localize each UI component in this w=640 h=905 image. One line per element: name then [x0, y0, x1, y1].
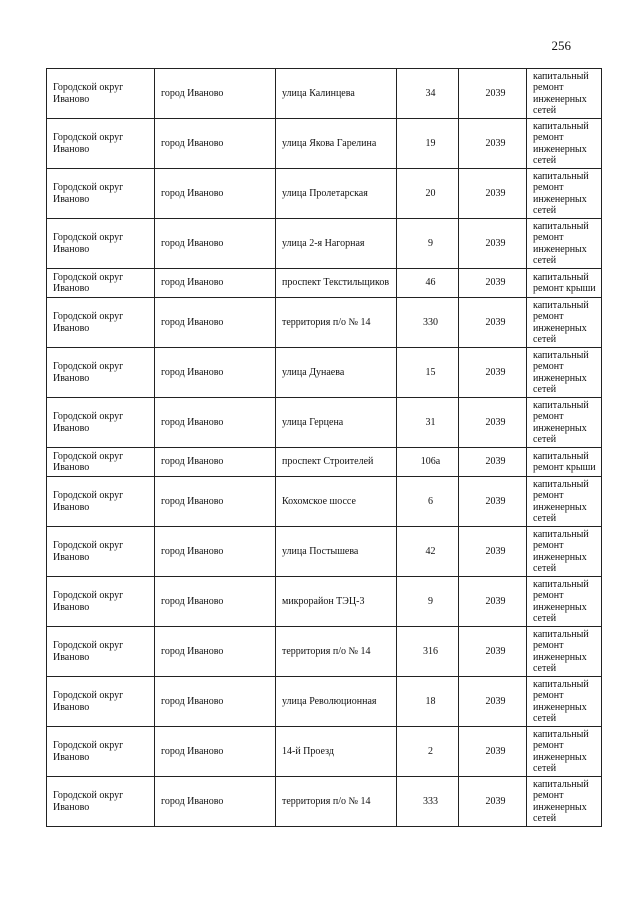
cell-street: улица Постышева [276, 527, 397, 577]
cell-house-number: 34 [397, 69, 459, 119]
cell-year: 2039 [459, 348, 527, 398]
cell-year: 2039 [459, 298, 527, 348]
cell-district: Городской округ Иваново [47, 527, 155, 577]
table-row [47, 677, 602, 727]
cell-work-type: капитальный ремонт инженерных сетей [527, 69, 602, 119]
table-row [47, 448, 602, 477]
cell-work-type: капитальный ремонт инженерных сетей [527, 677, 602, 727]
cell-year: 2039 [459, 398, 527, 448]
cell-district: Городской округ Иваново [47, 298, 155, 348]
cell-locality: город Иваново [155, 627, 276, 677]
cell-house-number: 330 [397, 298, 459, 348]
table-body [47, 69, 602, 827]
cell-district: Городской округ Иваново [47, 727, 155, 777]
table-row [47, 477, 602, 527]
cell-district: Городской округ Иваново [47, 677, 155, 727]
cell-year: 2039 [459, 219, 527, 269]
cell-street: улица Калинцева [276, 69, 397, 119]
repair-schedule-table [46, 68, 602, 827]
cell-house-number: 46 [397, 269, 459, 298]
cell-year: 2039 [459, 527, 527, 577]
cell-house-number: 18 [397, 677, 459, 727]
cell-house-number: 333 [397, 777, 459, 827]
cell-street: территория п/о № 14 [276, 777, 397, 827]
cell-locality: город Иваново [155, 577, 276, 627]
table-row [47, 348, 602, 398]
cell-district: Городской округ Иваново [47, 777, 155, 827]
cell-house-number: 2 [397, 727, 459, 777]
cell-year: 2039 [459, 69, 527, 119]
cell-work-type: капитальный ремонт крыши [527, 448, 602, 477]
cell-district: Городской округ Иваново [47, 627, 155, 677]
cell-year: 2039 [459, 269, 527, 298]
cell-house-number: 106а [397, 448, 459, 477]
cell-year: 2039 [459, 477, 527, 527]
cell-work-type: капитальный ремонт инженерных сетей [527, 577, 602, 627]
cell-house-number: 42 [397, 527, 459, 577]
cell-locality: город Иваново [155, 119, 276, 169]
cell-street: микрорайон ТЭЦ-3 [276, 577, 397, 627]
cell-work-type: капитальный ремонт крыши [527, 269, 602, 298]
cell-work-type: капитальный ремонт инженерных сетей [527, 219, 602, 269]
cell-street: проспект Текстильщиков [276, 269, 397, 298]
cell-work-type: капитальный ремонт инженерных сетей [527, 527, 602, 577]
table-row [47, 577, 602, 627]
table-row [47, 69, 602, 119]
table-row [47, 219, 602, 269]
cell-year: 2039 [459, 727, 527, 777]
cell-district: Городской округ Иваново [47, 119, 155, 169]
cell-district: Городской округ Иваново [47, 69, 155, 119]
cell-locality: город Иваново [155, 69, 276, 119]
table-row [47, 169, 602, 219]
cell-year: 2039 [459, 777, 527, 827]
cell-district: Городской округ Иваново [47, 448, 155, 477]
cell-district: Городской округ Иваново [47, 577, 155, 627]
table-row [47, 298, 602, 348]
table-row [47, 119, 602, 169]
cell-work-type: капитальный ремонт инженерных сетей [527, 169, 602, 219]
cell-work-type: капитальный ремонт инженерных сетей [527, 348, 602, 398]
cell-street: 14-й Проезд [276, 727, 397, 777]
cell-locality: город Иваново [155, 219, 276, 269]
cell-street: улица Якова Гарелина [276, 119, 397, 169]
cell-locality: город Иваново [155, 727, 276, 777]
table-row [47, 727, 602, 777]
cell-street: улица Дунаева [276, 348, 397, 398]
cell-work-type: капитальный ремонт инженерных сетей [527, 777, 602, 827]
cell-work-type: капитальный ремонт инженерных сетей [527, 627, 602, 677]
cell-locality: город Иваново [155, 677, 276, 727]
cell-district: Городской округ Иваново [47, 219, 155, 269]
cell-locality: город Иваново [155, 298, 276, 348]
cell-work-type: капитальный ремонт инженерных сетей [527, 398, 602, 448]
cell-year: 2039 [459, 677, 527, 727]
cell-locality: город Иваново [155, 398, 276, 448]
cell-work-type: капитальный ремонт инженерных сетей [527, 477, 602, 527]
cell-work-type: капитальный ремонт инженерных сетей [527, 298, 602, 348]
cell-house-number: 316 [397, 627, 459, 677]
cell-street: проспект Строителей [276, 448, 397, 477]
cell-locality: город Иваново [155, 448, 276, 477]
page-number: 256 [551, 38, 571, 53]
table-row [47, 398, 602, 448]
cell-locality: город Иваново [155, 269, 276, 298]
cell-house-number: 20 [397, 169, 459, 219]
cell-year: 2039 [459, 627, 527, 677]
cell-locality: город Иваново [155, 777, 276, 827]
cell-house-number: 9 [397, 577, 459, 627]
cell-street: улица Герцена [276, 398, 397, 448]
cell-district: Городской округ Иваново [47, 269, 155, 298]
cell-locality: город Иваново [155, 477, 276, 527]
cell-street: улица Пролетарская [276, 169, 397, 219]
cell-street: улица Революционная [276, 677, 397, 727]
cell-year: 2039 [459, 448, 527, 477]
cell-work-type: капитальный ремонт инженерных сетей [527, 727, 602, 777]
cell-district: Городской округ Иваново [47, 477, 155, 527]
cell-house-number: 15 [397, 348, 459, 398]
cell-locality: город Иваново [155, 348, 276, 398]
cell-street: улица 2-я Нагорная [276, 219, 397, 269]
cell-district: Городской округ Иваново [47, 169, 155, 219]
table-row [47, 269, 602, 298]
cell-street: Кохомское шоссе [276, 477, 397, 527]
cell-work-type: капитальный ремонт инженерных сетей [527, 119, 602, 169]
cell-year: 2039 [459, 119, 527, 169]
table-row [47, 527, 602, 577]
table-row [47, 777, 602, 827]
cell-district: Городской округ Иваново [47, 348, 155, 398]
cell-district: Городской округ Иваново [47, 398, 155, 448]
cell-year: 2039 [459, 169, 527, 219]
cell-year: 2039 [459, 577, 527, 627]
table-row [47, 627, 602, 677]
cell-house-number: 9 [397, 219, 459, 269]
cell-locality: город Иваново [155, 527, 276, 577]
cell-house-number: 19 [397, 119, 459, 169]
cell-locality: город Иваново [155, 169, 276, 219]
cell-street: территория п/о № 14 [276, 627, 397, 677]
cell-street: территория п/о № 14 [276, 298, 397, 348]
cell-house-number: 31 [397, 398, 459, 448]
cell-house-number: 6 [397, 477, 459, 527]
